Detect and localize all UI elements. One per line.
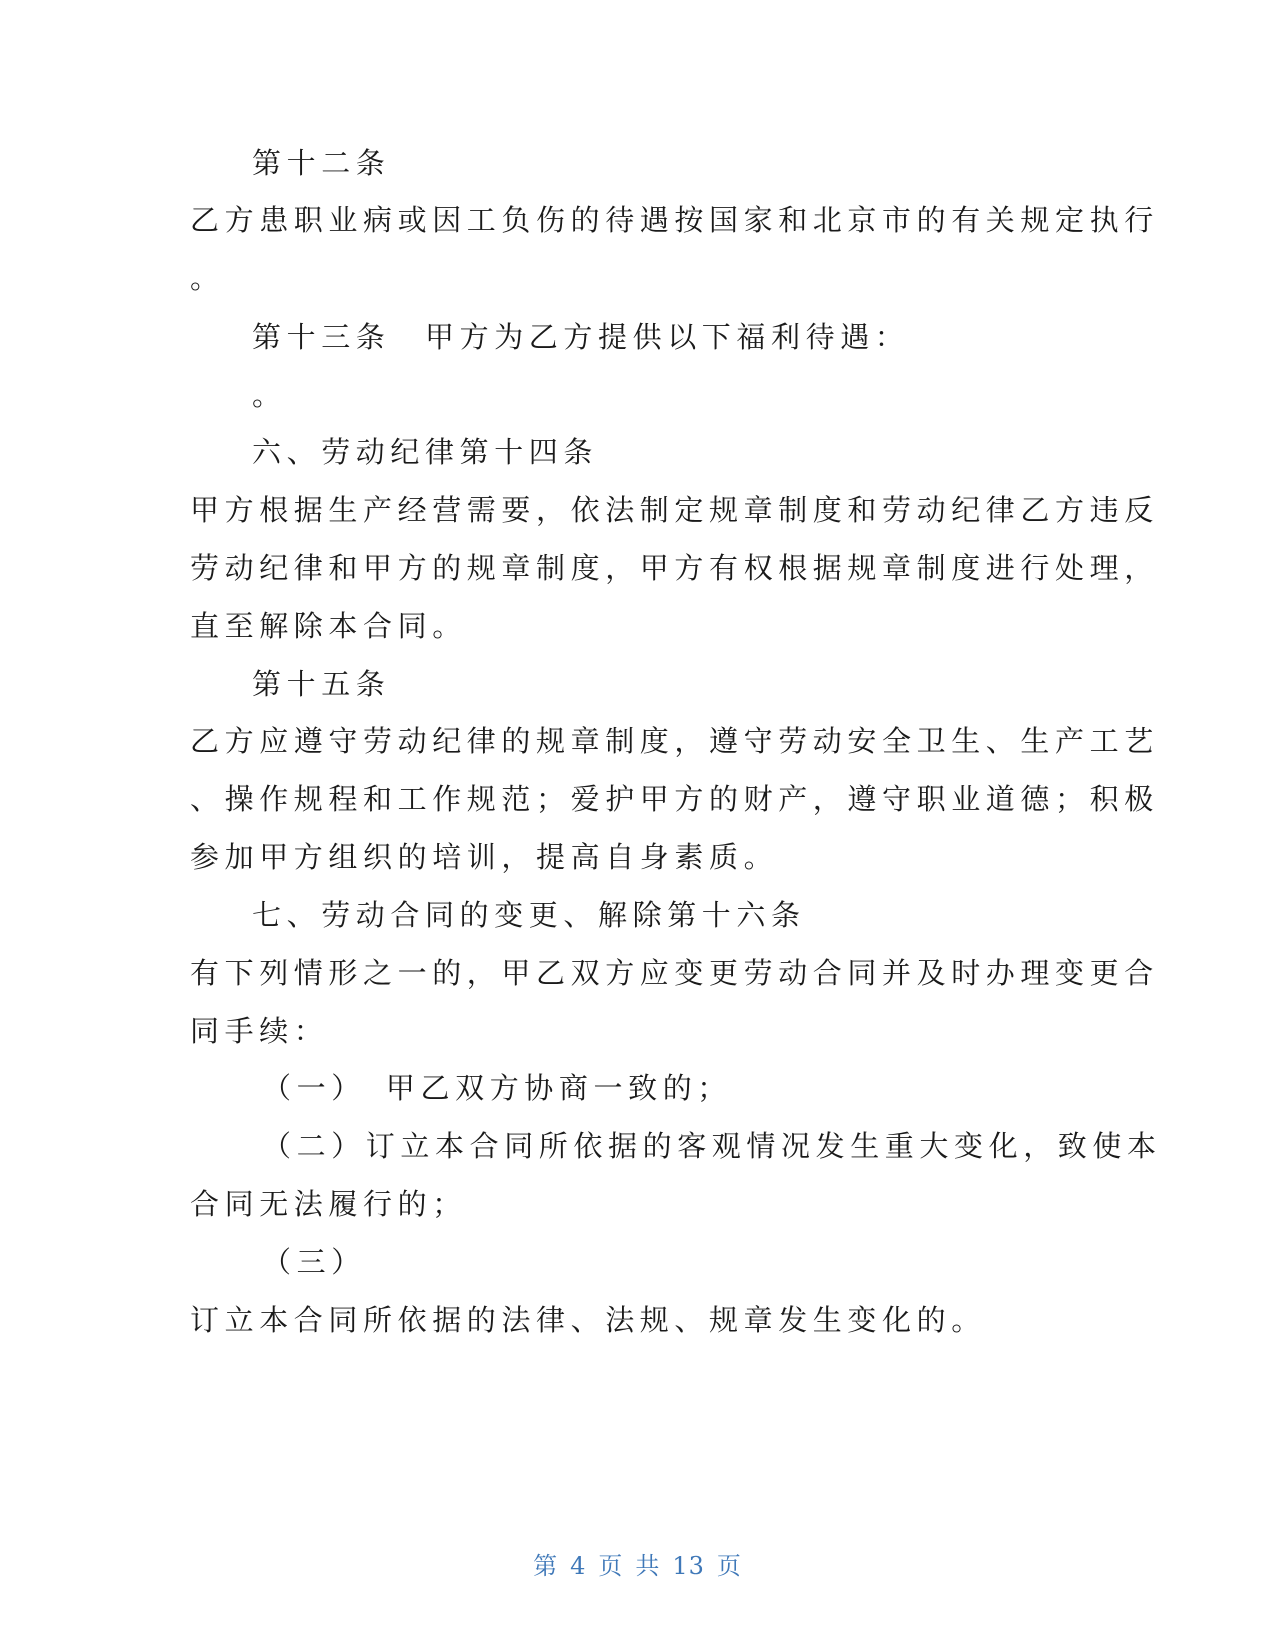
article-15-text-line-1: 乙方应遵守劳动纪律的规章制度，遵守劳动安全卫生、生产工艺 <box>190 724 1159 758</box>
clause-1: （一） 甲乙双方协商一致的； <box>262 1071 732 1105</box>
clause-3-label: （三） <box>262 1245 366 1279</box>
footer-suffix: 页 <box>716 1552 742 1580</box>
article-15-text-line-3: 参加甲方组织的培训，提高自身素质。 <box>190 840 779 874</box>
article-12-heading: 第十二条 <box>252 146 391 180</box>
article-13-text: 第十三条 甲方为乙方提供以下福利待遇： <box>252 320 910 354</box>
page-footer <box>0 1546 1275 1581</box>
article-15-heading: 第十五条 <box>252 667 391 701</box>
clause-3-text: 订立本合同所依据的法律、法规、规章发生变化的。 <box>190 1303 986 1337</box>
footer-page-word: 页 <box>598 1552 624 1580</box>
article-15-text-line-2: 、操作规程和工作规范；爱护甲方的财产，遵守职业道德；积极 <box>190 782 1159 816</box>
article-12-text-line-2: 。 <box>190 261 225 295</box>
clause-2-line-2: 合同无法履行的； <box>190 1187 467 1221</box>
article-12-text-line-1: 乙方患职业病或因工负伤的待遇按国家和北京市的有关规定执行 <box>190 203 1159 237</box>
section-6-heading: 六、劳动纪律第十四条 <box>252 435 599 469</box>
footer-total-pages: 13 <box>672 1552 705 1580</box>
footer-prefix: 第 <box>533 1552 559 1580</box>
section-7-heading: 七、劳动合同的变更、解除第十六条 <box>252 898 806 932</box>
footer-total-word: 共 <box>635 1552 661 1580</box>
clause-2-line-1: （二）订立本合同所依据的客观情况发生重大变化，致使本 <box>262 1129 1162 1163</box>
article-16-text-line-1: 有下列情形之一的，甲乙双方应变更劳动合同并及时办理变更合 <box>190 956 1159 990</box>
article-16-text-line-2: 同手续： <box>190 1014 329 1048</box>
article-14-text-line-1: 甲方根据生产经营需要，依法制定规章制度和劳动纪律乙方违反 <box>190 493 1159 527</box>
article-13-end: 。 <box>252 378 287 412</box>
article-14-text-line-2: 劳动纪律和甲方的规章制度，甲方有权根据规章制度进行处理， <box>190 551 1159 585</box>
footer-current-page: 4 <box>570 1552 587 1580</box>
article-14-text-line-3: 直至解除本合同。 <box>190 609 467 643</box>
